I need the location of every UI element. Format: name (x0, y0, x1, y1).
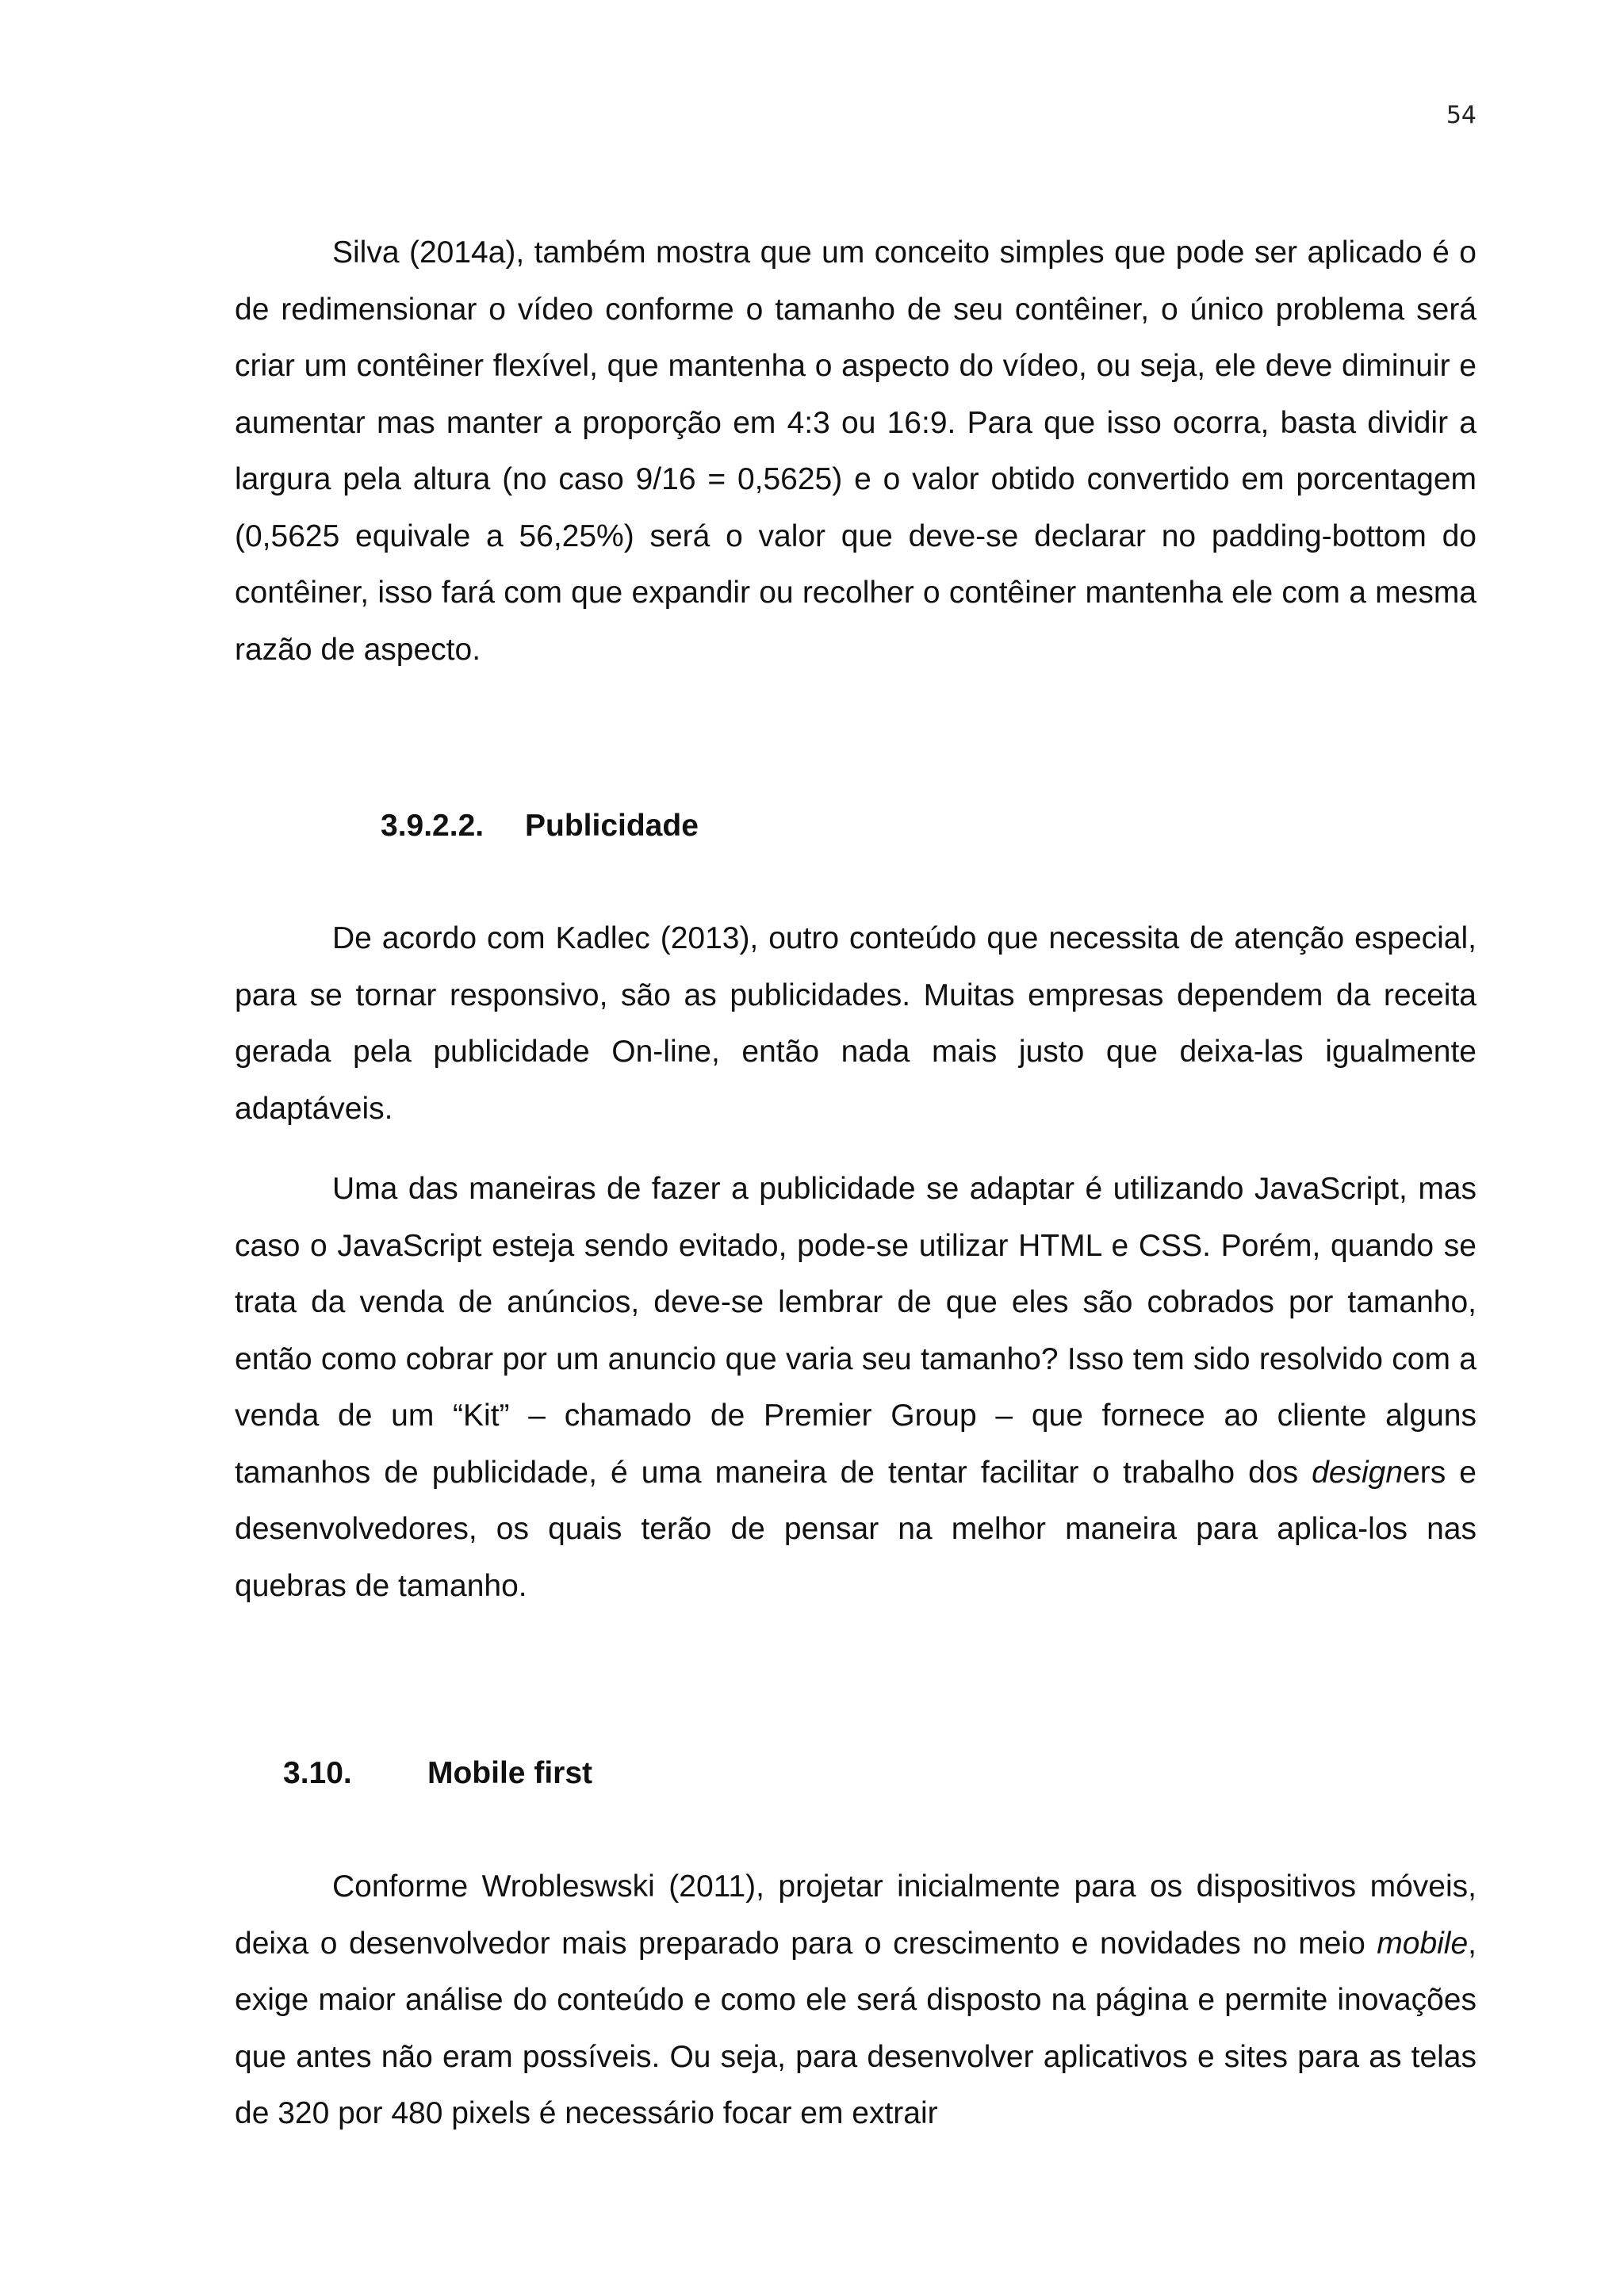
page-number: 54 (1446, 101, 1477, 129)
section-title: Mobile first (427, 1756, 593, 1790)
text-run: ers e desenvolvedores, os quais terão de pensar na melhor maneira para aplica-los nas quebras de tamanho. (235, 1455, 1477, 1603)
section-number: 3.9.2.2. (381, 809, 485, 843)
text-run: Uma das maneiras de fazer a publicidade se adaptar é utilizando JavaScript, mas caso o JavaScript esteja sendo evitado, pode-se utilizar HTML e CSS. Porém, quando se trata da venda de anúncios, deve-se lembrar de que eles são cobrados por tamanho, então como cobrar por um anuncio que varia seu tamanho? Isso tem sido resolvido com a venda de um “Kit” – chamado de Premier Group – que fornece ao cliente alguns tamanhos de publicidade, é uma maneira de tentar facilitar o trabalho dos (235, 1172, 1477, 1490)
paragraph-text (235, 1161, 1477, 1614)
mobile-first-body (235, 1858, 1477, 2142)
paragraph-video-container (235, 224, 1477, 678)
section-number: 3.10. (283, 1756, 352, 1790)
italic-text: mobile (1377, 1926, 1469, 1961)
publicidade-body (235, 910, 1477, 1614)
paragraph-text (235, 1858, 1477, 2142)
section-title: Publicidade (525, 809, 699, 843)
italic-text: design (1312, 1455, 1404, 1490)
text-run: , exige maior análise do conteúdo e como ele será disposto na página e permite inovações que antes não eram possíveis. Ou seja, para desenvolver aplicativos e sites para as telas de 320 por 480 pixels é necessário focar em extrair (235, 1926, 1477, 2130)
paragraph-text: De acordo com Kadlec (2013), outro conteúdo que necessita de atenção especial, para se tornar responsivo, são as publicidades. Muitas empresas dependem da receita gerada pela publicidade On-line, então nada mais justo que deixa-las igualmente adaptáveis. (235, 921, 1477, 1126)
text-run: Conforme Wrobleswski (2011), projetar inicialmente para os dispositivos móveis, deixa o desenvolvedor mais preparado para o crescimento e novidades no meio (235, 1869, 1477, 1961)
section-heading-mobile-first (283, 1754, 592, 1793)
paragraph-text: Silva (2014a), também mostra que um conceito simples que pode ser aplicado é o de redimensionar o vídeo conforme o tamanho de seu contêiner, o único problema será criar um contêiner flexível, que mantenha o aspecto do vídeo, ou seja, ele deve diminuir e aumentar mas manter a proporção em 4:3 ou 16:9. Para que isso ocorra, basta dividir a largura pela altura (no caso 9/16 = 0,5625) e o valor obtido convertido em porcentagem (0,5625 equivale a 56,25%) será o valor que deve-se declarar no padding-bottom do contêiner, isso fará com que expandir ou recolher o contêiner mantenha ele com a mesma razão de aspecto. (235, 235, 1477, 667)
section-heading-publicidade (381, 806, 699, 846)
